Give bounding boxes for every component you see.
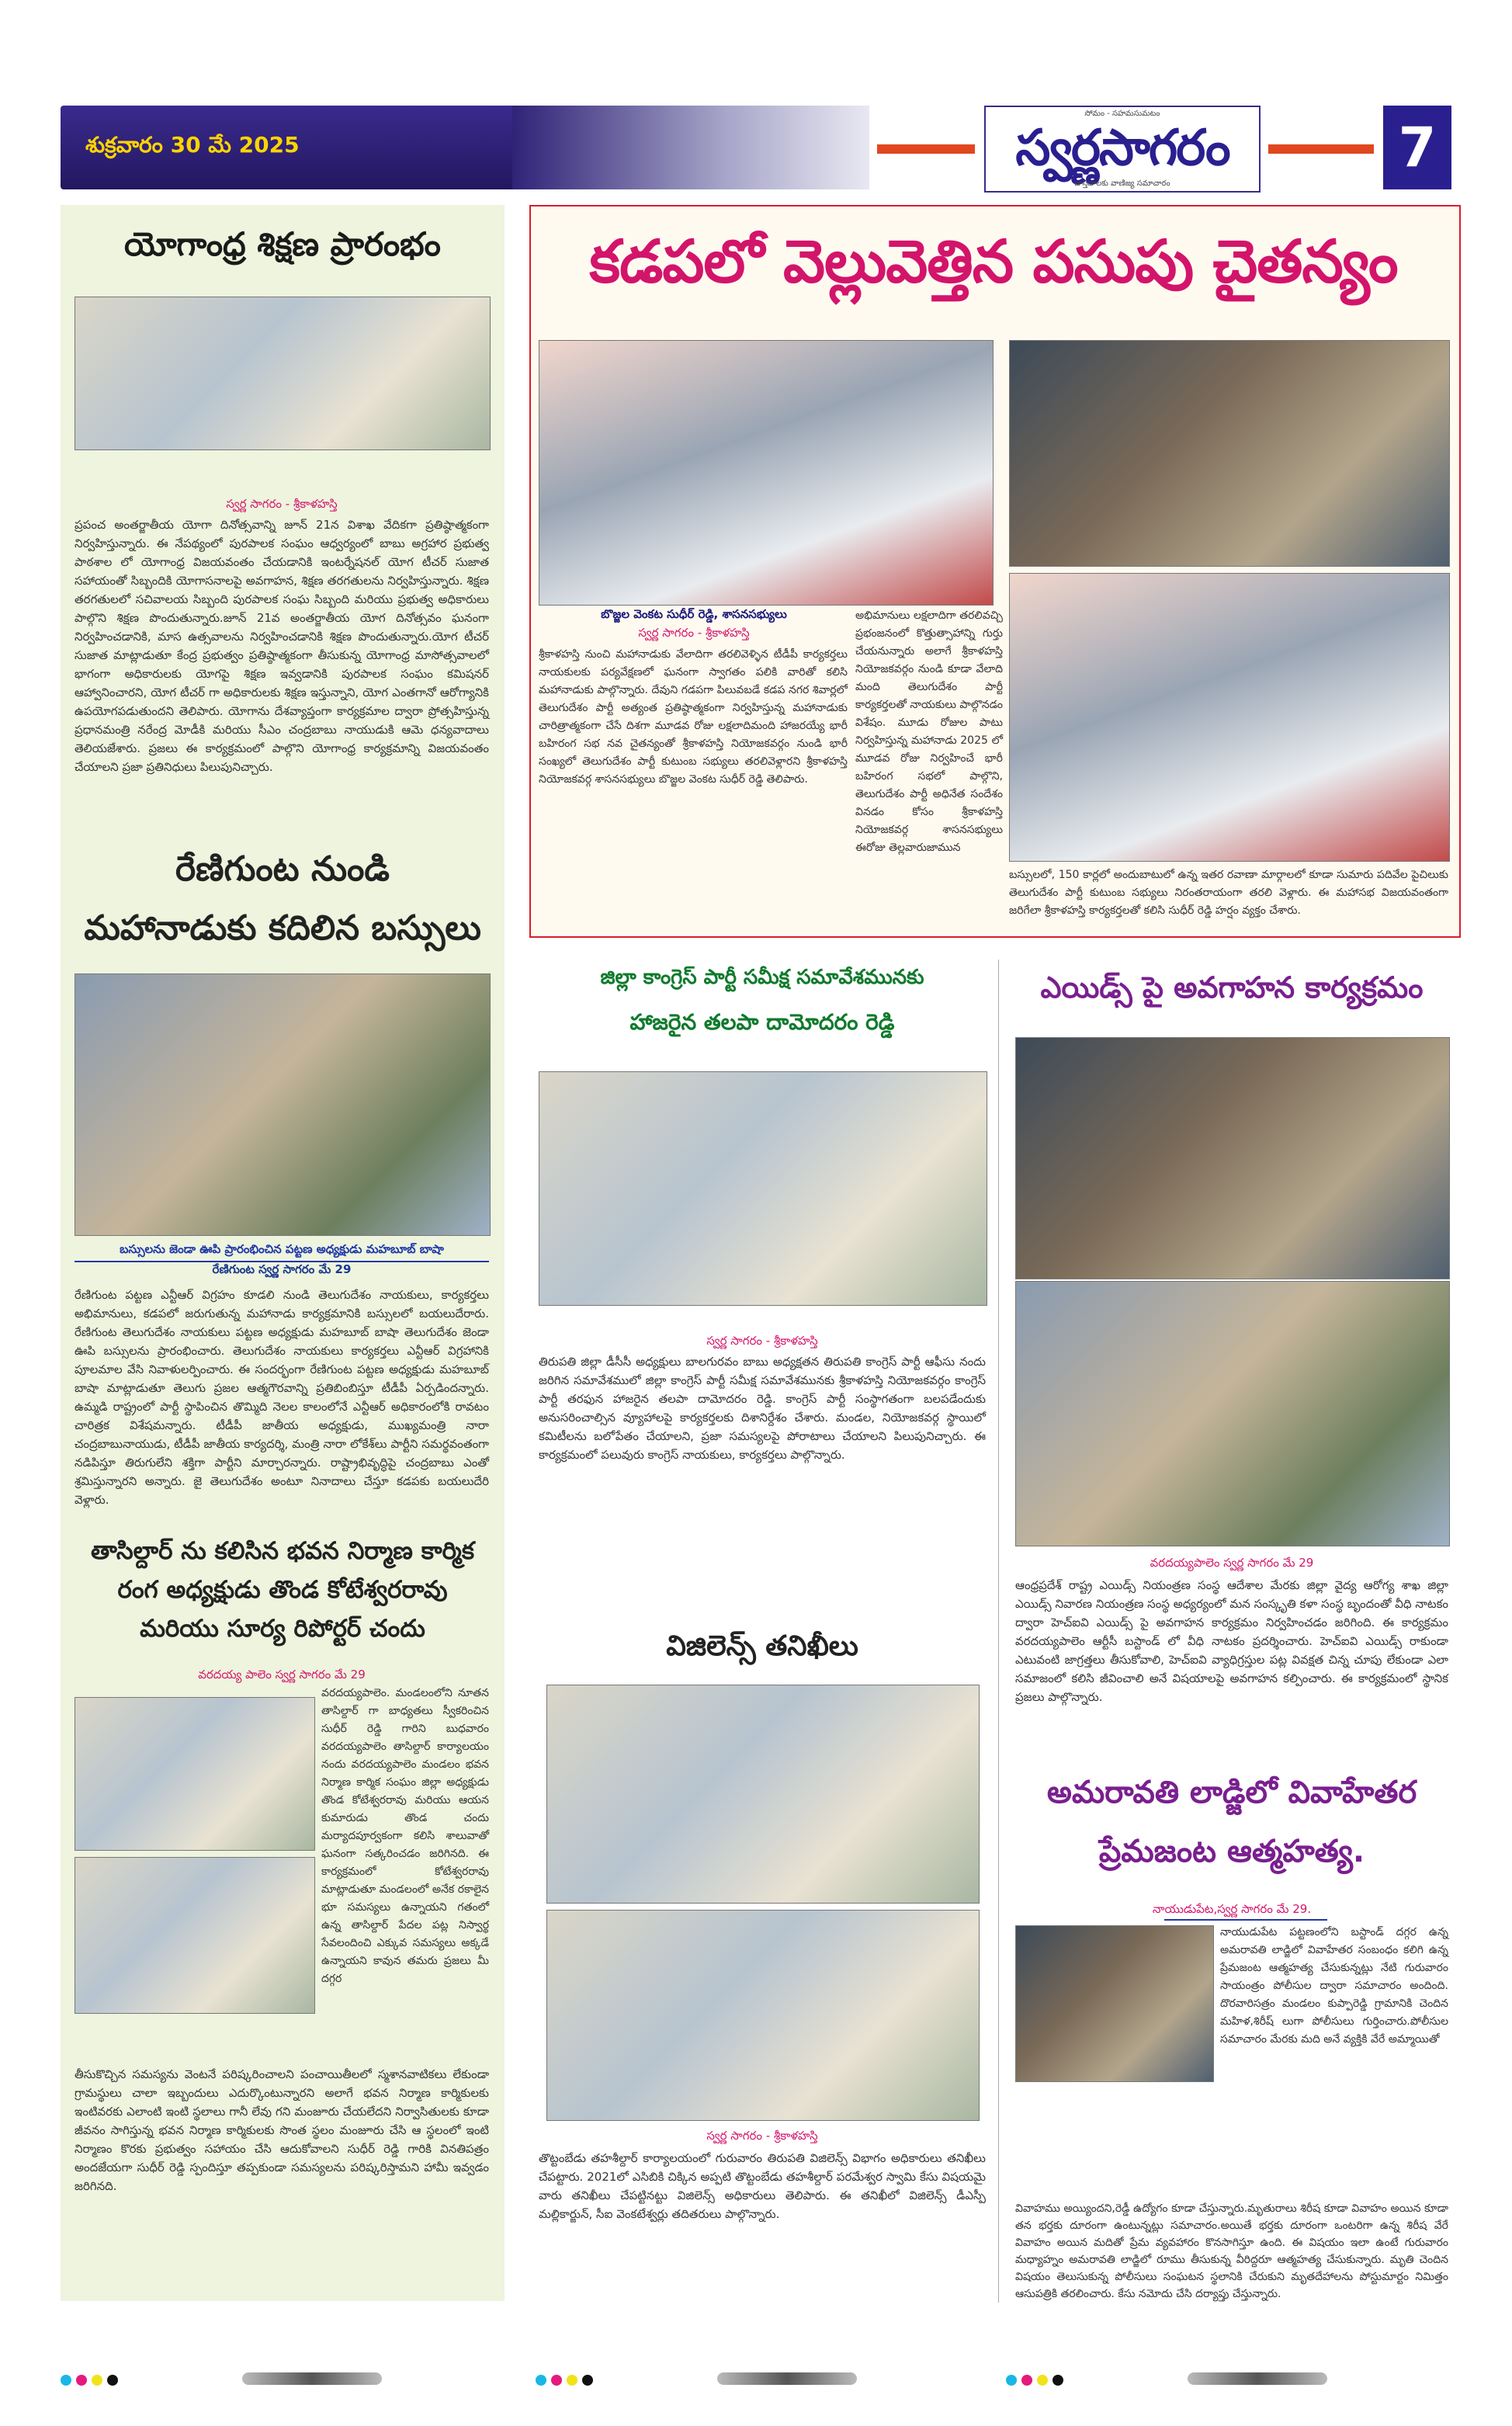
tahsildar-byline: వరదయ్య పాలెం స్వర్ణ సాగరం మే 29 [198,1668,366,1682]
congress-photo [539,1071,987,1306]
buses-caption: బస్సులను జెండా ఊపి ప్రారంభించిన పట్టణ అధ్యక్షుడు మహబూబ్ బాషా [120,1242,444,1256]
masthead-title: స్వర్ణసాగరం [1015,120,1229,177]
masthead [984,106,1261,193]
congress-body: తిరుపతి జిల్లా డీసీసీ అధ్యక్షులు బాలగురవం బాబు అధ్యక్షతన తిరుపతి కాంగ్రెస్ పార్టీ ఆఫీసు నందు జరిగిన సమావేశములో జిల్లా కాంగ్రెస్ పార్టీ సమీక్ష సమావేశమునకు శ్రీకాళహస్తి నియోజకవర్గం కాంగ్రెస్ పార్టీ తరఫున హాజరైన తలపా దామోదరం రెడ్డి. కాంగ్రెస్ పార్టీ సంస్థాగతంగా బలపడేందుకు అనుసరించాల్సిన వ్యూహాలపై కార్యకర్తలకు దిశానిర్దేశం చేశారు. మండల, నియోజకవర్గ స్థాయిలో కమిటీలను బలోపేతం చేయాలని, ప్రజా సమస్యలపై పోరాటాలు చేయాలని పిలుపునిచ్చారు. ఈ కార్యక్రమంలో పలువురు కాంగ్రెస్ నాయకులు, కార్యకర్తలు పాల్గొన్నారు. [539,1355,986,1462]
tahsildar-body: తీసుకొచ్చిన సమస్యను వెంటనే పరిష్కరించాలని పంచాయితీలలో స్మశానవాటికలు లేకుండా గ్రామస్థులు చాలా ఇబ్బందులు ఎదుర్కొంటున్నారని అలాగే భవన నిర్మాణ కార్మికులకు ఇంటివరకు ఎలాంటి ఇంటి స్థలాలు గానీ లేవు గని మంజూరు చేయలేదని నిర్వాసితులకు కూడా జీవనం సాగిస్తున్న భవన నిర్మాణ కార్మికులకు సొంత స్థలం మంజూరు చేసి ఆ స్థలంలో ఇంటి నిర్మాణం కొరకు ప్రభుత్వం సహాయం చేసి ఆదుకోవాలని సుధీర్ రెడ్డి గారికి వినతిపత్రం అందజేయగా సుధీర్ రెడ్డి స్పందిస్తూ తప్పకుండా సమస్యలను పరిష్కరిస్తామని హామీ ఇవ్వడం జరిగినది. [75,2067,489,2193]
yoga-caption: స్వర్ణ సాగరం - శ్రీకాళహస్తి [226,497,338,511]
aids-headline: ఎయిడ్స్ పై అవగాహన కార్యక్రమం [1040,970,1424,1005]
top-story-headline: కడపలో వెల్లువెత్తిన పసుపు చైతన్యం [589,227,1398,296]
masthead-small: సోమం - సహమసుమటం [1084,109,1160,118]
tahsildar-headline-1: తాసిల్దార్ ను కలిసిన భవన నిర్మాణ కార్మిక [90,1537,475,1565]
page-number: 7 [1383,106,1451,189]
congress-byline: స్వర్ణ సాగరం - శ్రీకాళహస్తి [706,1334,818,1348]
issue-date: శుక్రవారం 30 మే 2025 [85,132,300,158]
top-story-photo-inside-bus [1009,573,1450,862]
yoga-photo [75,297,491,450]
top-story-body-left: శ్రీకాళహస్తి నుంచి మహానాడుకు వేలాదిగా తరలివెళ్ళిన టీడీపీ కార్యకర్తలు నాయకులకు పర్యవేక్షణలో ఘనంగా స్వాగతం పలికి వారితో కలిసి మహానాడుకు పాల్గొన్నారు. దేవుని గడపగా పిలువబడే కడప నగర శివార్లలో తెలుగుదేశం పార్టీ అత్యంత ప్రతిష్ఠాత్మకంగా నిర్వహిస్తున్న మహానాడుకు చారిత్రాత్మకంగా చేసే దిశగా మూడవ రోజు లక్షలాదిమంది హాజరయ్యే భారీ బహిరంగ సభ నవ చైతన్యంతో శ్రీకాళహస్తి నియోజకవర్గం నుండి భారీ సంఖ్యలో తెలుగుదేశం పార్టీ కుటుంబ సభ్యులు తరలివెళ్లారని శ్రీకాళహస్తి నియోజకవర్గ శాసనసభ్యులు బొజ్జల వెంకట సుధీర్ రెడ్డి తెలిపారు. [539,648,848,786]
tahsildar-headline-3: మరియు సూర్య రిపోర్టర్ చందు [140,1615,425,1643]
footer-bar-1 [242,2372,382,2385]
amaravati-byline: నాయుడుపేట,స్వర్ణ సాగరం మే 29. [1152,1902,1312,1916]
vigilance-photo-1 [546,1685,980,1904]
tahsildar-photo-1 [75,1697,315,1851]
aids-photo-2 [1015,1281,1450,1546]
top-story-photo-caption: బొజ్జల వెంకట సుధీర్ రెడ్డి, శాసనసభ్యులు [601,607,787,621]
top-story-body-right: బస్సులలో, 150 కార్లలో అందుబాటులో ఉన్న ఇతర రవాణా మార్గాలలో కూడా సుమారు పదివేల పైచిలుకు తెలుగుదేశం పార్టీ కుటుంబ సభ్యులు నిరంతరాయంగా తరలి వెళ్లారు. ఈ మహాసభ విజయవంతంగా జరిగేలా శ్రీకాళహస్తి కార్యకర్తలతో కలిసి సుధీర్ రెడ్డి హర్షం వ్యక్తం చేశారు. [1009,869,1448,917]
amaravati-byline-rule [1164,1919,1327,1921]
amaravati-photo [1015,1925,1214,2082]
tahsildar-body-side: వరదయ్యపాలెం. మండలంలోని నూతన తాసిల్దార్ గా బాధ్యతలు స్వీకరించిన సుధీర్ రెడ్డి గారిని బుధవారం వరదయ్యపాలెం తాసిల్దార్ కార్యాలయం నందు వరదయ్యపాలెం మండలం భవన నిర్మాణ కార్మిక సంఘం జిల్లా అధ్యక్షుడు తొండ కోటేశ్వరరావు మరియు ఆయన కుమారుడు తొండ చందు మర్యాదపూర్వకంగా కలిసి శాలువాతో ఘనంగా సత్కరించడం జరిగినది. ఈ కార్యక్రమంలో కోటేశ్వరరావు మాట్లాడుతూ మండలంలో అనేక రకాలైన భూ సమస్యలు ఉన్నాయని గతంలో ఉన్న తాసిల్దార్ పేదల పట్ల నిస్వార్థ సేవలందించి ఎక్కువ సమస్యలు అక్కడే ఉన్నాయని కావున తమరు ప్రజలు మీ దగ్గర [321,1687,489,1985]
footer-registration-dots-1 [61,2374,123,2389]
aids-photo-1 [1015,1037,1450,1279]
masthead-tagline: వాస్తవాలకు వాణిజ్య సమాచారం [1074,179,1170,188]
column-separator [998,960,999,2303]
buses-headline-1: రేణిగుంట నుండి [175,849,390,889]
amaravati-headline-1: అమరావతి లాడ్జిలో వివాహేతర [1046,1775,1417,1810]
vigilance-byline: స్వర్ణ సాగరం - శ్రీకాళహస్తి [706,2129,818,2143]
footer-bar-3 [1188,2372,1327,2385]
top-story-photo-bus [539,340,994,606]
footer-registration-dots-2 [536,2374,598,2389]
vigilance-headline: విజిలెన్స్ తనిఖీలు [666,1630,858,1662]
tahsildar-photo-2 [75,1857,315,2014]
buses-body: రేణిగుంట పట్టణ ఎన్టీఆర్ విగ్రహం కూడలి నుండి తెలుగుదేశం నాయకులు, కార్యకర్తలు అభిమానులు, కడపలో జరుగుతున్న మహానాడు కార్యక్రమానికి బస్సులలో బయలుదేరారు. రేణిగుంట తెలుగుదేశం నాయకులు పట్టణ అధ్యక్షుడు మహబూబ్ బాషా తెలుగుదేశం జెండా ఊపి బస్సులను ప్రారంభించారు. తెలుగుదేశం నాయకులు కార్యకర్తలు ఎన్టీఆర్ విగ్రహానికి పూలమాల వేసి నివాళులర్పించారు. ఈ సందర్భంగా రేణిగుంట పట్టణ అధ్యక్షుడు మహబూబ్ బాషా మాట్లాడుతూ తెలుగు ప్రజల ఆత్మగౌరవాన్ని ప్రతిబింబిస్తూ టీడీపీ ఏర్పడిందన్నారు. ఉమ్మడి రాష్ట్రంలో పార్టీ స్థాపించిన తొమ్మిది నెలల కాలంలోనే ఎన్టీఆర్ అధికారంలోకి రావటం చారిత్రక విశేషమన్నారు. టీడీపీ జాతీయ అధ్యక్షుడు, ముఖ్యమంత్రి నారా చంద్రబాబునాయుడు, టీడీపీ జాతీయ కార్యదర్శి, మంత్రి నారా లోకేశ్‌లు పార్టీని సమర్థవంతంగా నడిపిస్తూ తిరుగులేని శక్తిగా పార్టీని మార్చారన్నారు. రాష్ట్రాభివృద్ధిపై చంద్రబాబు ఎంతో శ్రమిస్తున్నారని అన్నారు. జై తెలుగుదేశం అంటూ నినాదాలు చేస్తూ కడపకు బయలుదేరి వెళ్లారు. [75,1288,489,1507]
yoga-headline: యోగాంధ్ర శిక్షణ ప్రారంభం [124,225,441,263]
header-rule-left [877,144,975,154]
top-story-body-mid: అభిమానులు లక్షలాదిగా తరలివచ్చి ప్రభంజనంలో కొత్తుత్సాహాన్ని గుర్తు చేయనున్నారు అలాగే శ్రీకాళహస్తి నియోజకవర్గం నుండి కూడా వేలాది మంది తెలుగుదేశం పార్టీ కార్యకర్తలతో నాయకులు పాల్గొనడం విశేషం. మూడు రోజుల పాటు నిర్వహిస్తున్న మహానాడు 2025 లో మూడవ రోజు నిర్వహించే భారీ బహిరంగ సభలో పాల్గొని, తెలుగుదేశం పార్టీ అధినేత సందేశం వినడం కోసం శ్రీకాళహస్తి నియోజకవర్గ శాసనసభ్యులు ఈరోజు తెల్లవారుజామున [855,609,1003,854]
amaravati-body-side: నాయుడుపేట పట్టణంలోని బస్టాండ్ దగ్గర ఉన్న అమరావతి లాడ్జిలో వివాహేతర సంబంధం కలిగి ఉన్న ప్రేమజంట ఆత్మహత్య చేసుకున్నట్లు నేటి గురువారం సాయంత్రం పోలీసుల ద్వారా సమాచారం అందింది. దొరవారిసత్రం మండలం కుప్పారెడ్డి గ్రామానికి చెందిన మహిళ,శిరీష్ లుగా పోలీసులు గుర్తించారు.పోలీసుల సమాచారం మేరకు మది అనే వ్యక్తికి వేరే అమ్మాయితో [1220,1926,1448,2046]
vigilance-photo-2 [546,1910,980,2121]
aids-body: ఆంధ్రప్రదేశ్ రాష్ట్ర ఎయిడ్స్ నియంత్రణ సంస్థ ఆదేశాల మేరకు జిల్లా వైద్య ఆరోగ్య శాఖ జిల్లా ఎయిడ్స్ నివారణ నియంత్రణ సంస్థ అధ్యర్యంలో మన సంస్కృతి కళా సంస్థ బృందంతో వీధి నాటకం ద్వారా హెచ్ఐవి ఎయిడ్స్ పై అవగాహన కార్యక్రమం నిర్వహించడం జరిగింది. ఈ కార్యక్రమం వరదయ్యపాలెం ఆర్టీసీ బస్టాండ్ లో వీధి నాటకం ప్రదర్శించారు. హెచ్ఐవి ఎయిడ్స్ రాకుండా ఎటువంటి జాగ్రత్తలు తీసుకోవాలి, హెచ్ఐవి వ్యాధిగ్రస్తుల పట్ల వివక్షత చిన్న చూపు లేకుండా ఎలా సమాజంలో కలిసి జీవించాలి అనే విషయాలపై అవగాహన కల్పించారు. ఈ కార్యక్రమంలో స్థానిక ప్రజలు పాల్గొన్నారు. [1015,1578,1448,1704]
amaravati-body: వివాహము అయ్యిందని,రెడ్డీ ఉద్యోగం కూడా చేస్తున్నారు.మృతురాలు శిరీష కూడా వివాహం అయిన కూడా తన భర్తకు దూరంగా ఉంటున్నట్లు సమాచారం.అయితే భర్తకు దూరంగా ఒంటరిగా ఉన్న శిరీష వేరే వివాహం అయిన మదితో ప్రేమ వ్యవహారం కొనసాగిస్తూ ఉంది. ఈ విషయం ఇలా ఉంటే గురువారం మధ్యాహ్నం అమరావతి లాడ్జిలో రూము తీసుకున్న వీరిద్దరూ ఆత్మహత్య చేసుకున్నారు. మృతి చెందిన విషయం తెలుసుకున్న పోలీసులు సంఘటన స్థలానికి చేరుకుని మృతదేహాలను పోస్టుమార్టం నిమిత్తం ఆసుపత్రికి తరలించారు. కేసు నమోదు చేసి దర్యాప్తు చేస్తున్నారు. [1015,2202,1448,2300]
footer-registration-dots-3 [1006,2374,1068,2389]
aids-byline: వరదయ్యపాలెం స్వర్ణ సాగరం మే 29 [1150,1556,1314,1570]
header-gradient [512,106,869,189]
tahsildar-headline-2: రంగ అధ్యక్షుడు తొండ కోటేశ్వరరావు [117,1576,448,1604]
top-story-photo-group [1009,340,1450,567]
vigilance-body: తొట్టంబేడు తహశీల్దార్ కార్యాలయంలో గురువారం తిరుపతి విజిలెన్స్ విభాగం అధికారులు తనిఖీలు చేపట్టారు. 2021లో ఎసిబికి చిక్కిన అప్పటి తొట్టంబేడు తహశీల్దార్ పరమేశ్వర స్వామి కేసు విషయమై వారు తనిఖీలు చేపట్టినట్టు విజిలెన్స్ అధికారులు తెలిపారు. ఈ తనిఖీలో విజిలెన్స్ డీఎస్పీ మల్లికార్జున్, సీఐ వెంకటేశ్వర్లు తదితరులు పాల్గొన్నారు. [539,2151,986,2221]
top-story-byline: స్వర్ణ సాగరం - శ్రీకాళహస్తి [638,626,750,640]
amaravati-headline-2: ప్రేమజంట ఆత్మహత్య. [1098,1834,1365,1869]
footer-bar-2 [717,2372,857,2385]
buses-headline-2: మహానాడుకు కదిలిన బస్సులు [84,908,481,948]
header-rule-right [1268,144,1374,154]
congress-headline-2: హాజరైన తలపా దామోదరం రెడ్డి [629,1009,895,1035]
congress-headline-1: జిల్లా కాంగ్రెస్ పార్టీ సమీక్ష సమావేశమునకు [600,966,924,989]
buses-photo [75,974,491,1236]
yoga-body: ప్రపంచ అంతర్జాతీయ యోగా దినోత్సవాన్ని జూన్ 21న విశాఖ వేదికగా ప్రతిష్ఠాత్మకంగా నిర్వహిస్తున్నారు. ఈ నేపథ్యంలో పురపాలక సంఘం ఆధ్వర్యంలో బాబు అగ్రహార ప్రభుత్వ పాఠశాల లో యోగాంధ్ర విజయవంతం చేయడానికి ఇంటర్నేషనల్ యోగ టీచర్ సుజాత సహాయంతో సిబ్బందికి యోగాసనాలపై అవగాహన, శిక్షణ తరగతులను నిర్వహిస్తున్నారు. శిక్షణ తరగతులలో సచివాలయ సిబ్బంది పురపాలక సంఘ సిబ్బంది మరియు ప్రభుత్వ అధికారులు పాల్గొని శిక్షణ పొందుతున్నారు.జూన్ 21వ అంతర్జాతీయ యోగ దినోత్సవం ఘనంగా నిర్వహించడానికి, మాస ఉత్సవాలను నిర్వహించడానికి శిక్షణ పొందుతున్నారు.యోగ టీచర్ సుజాత మాట్లాడుతూ కేంద్ర ప్రభుత్వం ప్రతిష్ఠాత్మకంగా తీసుకున్న యోగాంధ్ర మాసోత్సవాలలో భాగంగా అధికారులకు యోగపై శిక్షణ ఇవ్వడానికి పురపాలక సంఘం కమిషనర్ ఆహ్వానించారని, యోగ టీచర్ గా అధికారులకు శిక్షణ ఇస్తున్నాని, యోగ ఎంతగానో ఆరోగ్యానికి ఉపయోగపడుతుందని తెలిపారు. యోగాను దేశవ్యాప్తంగా కార్యక్రమాల ద్వారా ప్రోత్సహిస్తున్న ప్రధానమంత్రి నరేంద్ర మోడీకి మరియు సీఎం చంద్రబాబు నాయుడుకి ఆమె ధన్యవాదాలు తెలియజేశారు. ప్రజలు ఈ కార్యక్రమంలో పాల్గొని యోగాంధ్ర కార్యక్రమాన్ని విజయవంతం చేయాలని ప్రజా ప్రతినిధులు పిలుపునిచ్చారు. [75,518,489,774]
buses-byline: రేణిగుంట స్వర్ణ సాగరం మే 29 [212,1262,352,1276]
